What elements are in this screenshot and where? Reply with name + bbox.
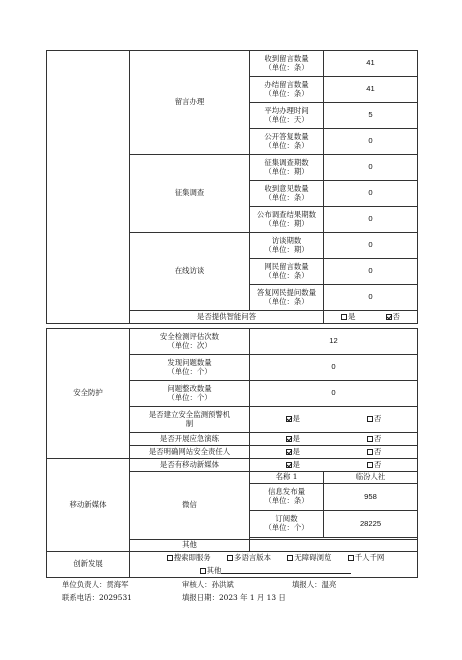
mobile-has-label: 是否有移动新媒体 [130,459,250,472]
row-label: 答复网民提问数量 （单位：条） [250,285,324,311]
row-label: 网民留言数量 （单位：条） [250,259,324,285]
name-value: 临汾人社 [324,472,418,484]
row-label: 访谈期数 （单位：期） [250,233,324,259]
row-label: 公开答复数量 （单位：条） [250,129,324,155]
eval-label: 安全检测评估次数 （单位：次） [130,329,250,355]
other-blank-line[interactable] [221,566,351,574]
posts-label: 信息发布量 （单位：条） [250,484,324,511]
section-label-anquan: 安全防护 [47,329,130,459]
row-label: 收到意见数量 （单位：条） [250,181,324,207]
smart-qa-no[interactable]: 否 [386,313,400,322]
option-no[interactable]: 否 [367,415,381,424]
option-yes[interactable]: 是 [286,461,300,470]
name-label: 名称 1 [250,472,324,484]
mobile-has-options [250,459,418,472]
row-label: 平均办理时间 （单位：天） [250,103,324,129]
row-label: 办结留言数量 （单位：条） [250,77,324,103]
footer-leader: 单位负责人：贯海军 [62,580,129,589]
option-yes[interactable]: 是 [286,448,300,457]
smart-qa-yes[interactable]: 是 [341,313,355,322]
row-value: 0 [324,233,418,259]
check-label: 是否建立安全监测预警机 制 [130,407,250,433]
option-yes[interactable]: 是 [286,415,300,424]
checkbox-icon [341,314,347,320]
found-value: 0 [250,355,418,381]
checkbox-icon [167,555,173,561]
section-label-mobile: 移动新媒体 [47,459,130,552]
smart-qa-options [324,311,418,324]
check-options [250,407,418,433]
checkbox-icon [367,462,373,468]
option-no[interactable]: 否 [367,461,381,470]
row-value: 0 [324,181,418,207]
row-label: 公布调查结果期数 （单位：期） [250,207,324,233]
row-value: 5 [324,103,418,129]
option-no[interactable]: 否 [367,435,381,444]
row-value: 0 [324,207,418,233]
check-options [250,446,418,459]
section-label-liuyan: 留言办理 [130,51,250,155]
footer-reviewer: 审核人：孙洪斌 [182,580,234,589]
option-yes[interactable]: 是 [286,435,300,444]
row-value: 41 [324,51,418,77]
row-label: 收到留言数量 （单位：条） [250,51,324,77]
row-value: 0 [324,259,418,285]
checkbox-icon [367,436,373,442]
check-options [250,433,418,446]
check-label: 是否开展应急演练 [130,433,250,446]
report-table-lower [46,328,418,578]
option-no[interactable]: 否 [367,448,381,457]
row-value: 0 [324,155,418,181]
footer-date: 填报日期：2023 年 1 月 13 日 [182,593,286,602]
smart-qa-label: 是否提供智能问答 [130,311,324,324]
checkbox-icon [367,416,373,422]
section-label-innovation: 创新发展 [47,552,130,578]
footer-filler: 填报人：温亮 [292,580,337,589]
checkbox-icon [287,555,293,561]
checkbox-icon [227,555,233,561]
other-label: 其他 [130,540,250,552]
report-table [46,50,418,324]
checkbox-checked-icon [286,462,292,468]
posts-value: 958 [324,484,418,511]
option-search-service[interactable]: 搜索即服务 [167,553,211,562]
option-multilingual[interactable]: 多语言版本 [227,553,271,562]
checkbox-icon [367,449,373,455]
option-personalized[interactable]: 千人千网 [348,553,385,562]
weixin-label: 微信 [130,472,250,540]
found-label: 发现问题数量 （单位：个） [130,355,250,381]
checkbox-icon [200,568,206,574]
fix-value: 0 [250,381,418,407]
eval-value: 12 [250,329,418,355]
footer-phone: 联系电话：2029531 [62,593,132,602]
option-other[interactable]: 其他 [200,566,222,575]
empty-category-cell [47,51,130,324]
subs-value: 28225 [324,511,418,538]
subs-label: 订阅数 （单位：个） [250,511,324,538]
row-value: 0 [324,285,418,311]
row-label: 征集调查期数 （单位：期） [250,155,324,181]
option-accessibility[interactable]: 无障碍浏览 [287,553,331,562]
innovation-options [130,552,418,578]
section-label-fangtan: 在线访谈 [130,233,250,311]
fix-label: 问题整改数量 （单位：个） [130,381,250,407]
checkbox-checked-icon [286,436,292,442]
row-value: 41 [324,77,418,103]
checkbox-checked-icon [286,449,292,455]
check-label: 是否明确网站安全责任人 [130,446,250,459]
checkbox-icon [348,555,354,561]
checkbox-checked-icon [286,416,292,422]
row-value: 0 [324,129,418,155]
checkbox-checked-icon [386,314,392,320]
section-label-zhengji: 征集调查 [130,155,250,233]
other-value [250,540,418,552]
